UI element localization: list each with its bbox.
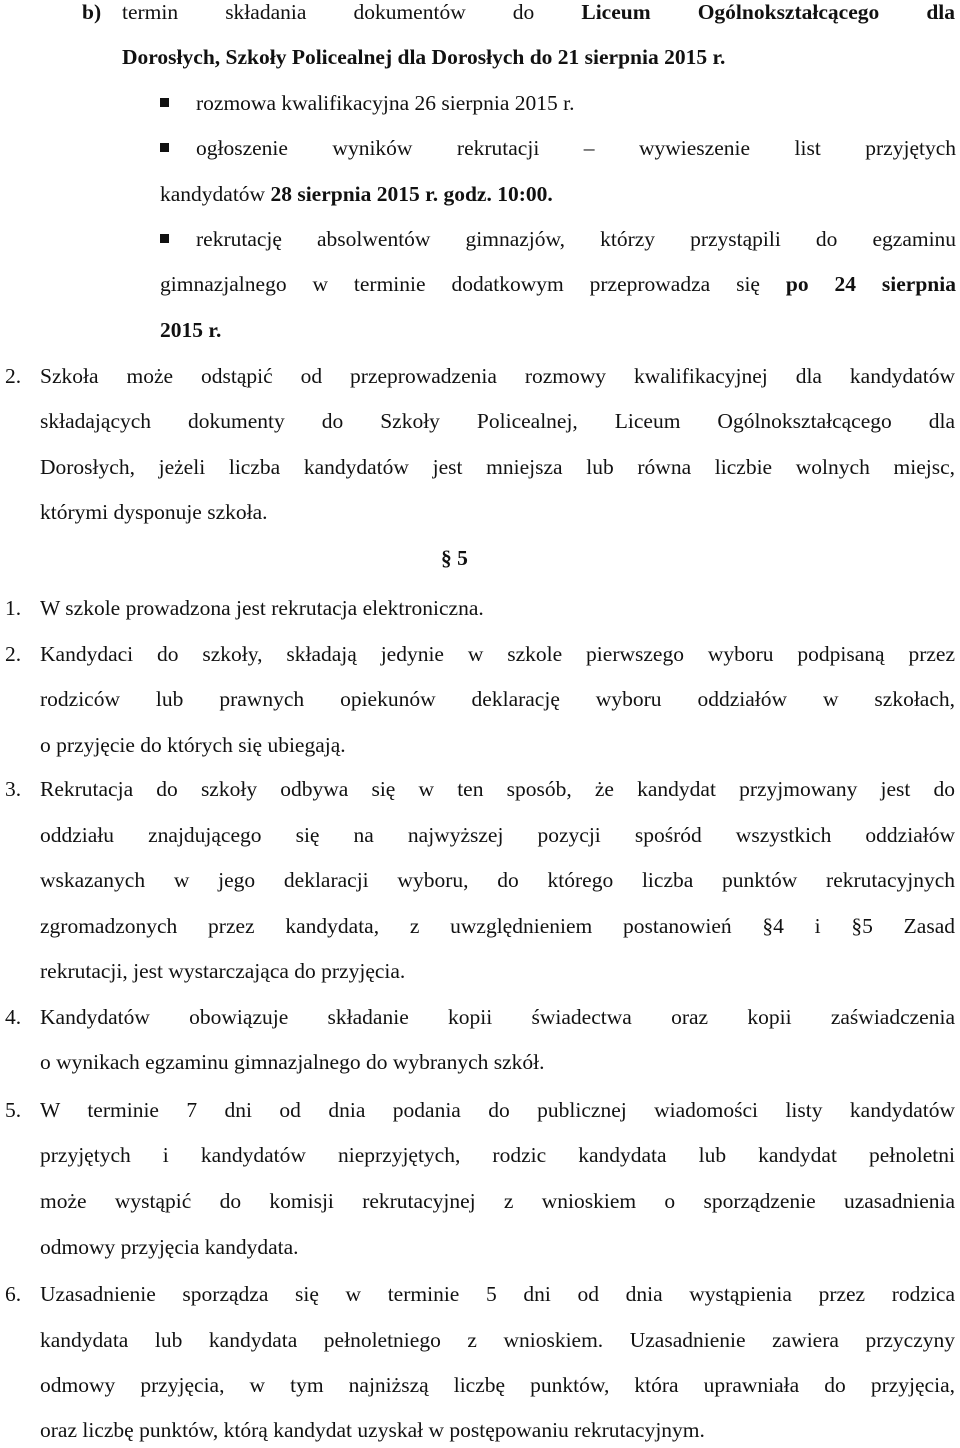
point-number: 5.	[5, 1098, 22, 1122]
point-number: 2.	[5, 364, 22, 388]
point-6-line: kandydata lub kandydata pełnoletniego z wnioskiem. Uzasadnienie zawiera przyczyny	[40, 1328, 955, 1352]
point-2-line: rodziców lub prawnych opiekunów deklarację wyboru oddziałów w szkołach,	[40, 687, 955, 711]
bullet-1-text: rozmowa kwalifikacyjna 26 sierpnia 2015 r.	[196, 91, 575, 115]
bullet-square-icon	[160, 136, 169, 161]
bullet-2-line-2	[160, 182, 956, 206]
point-4-line: Kandydatów obowiązuje składanie kopii świadectwa oraz kopii zaświadczenia	[40, 1005, 955, 1029]
point-3-line: zgromadzonych przez kandydata, z uwzględnieniem postanowień §4 i §5 Zasad	[40, 914, 955, 938]
point-3-line: rekrutacji, jest wystarczająca do przyjęcia.	[40, 959, 406, 983]
word: przyjętych	[865, 136, 957, 160]
point-6-line: oraz liczbę punktów, którą kandydat uzyskał w postępowaniu rekrutacyjnym.	[40, 1418, 705, 1442]
point-2a-line: którymi dysponuje szkoła.	[40, 500, 268, 524]
word: egzaminu	[872, 227, 957, 251]
item-marker: b)	[82, 0, 102, 24]
point-5-line: może wystąpić do komisji rekrutacyjnej z wnioskiem o sporządzenie uzasadnienia	[40, 1189, 955, 1213]
word: dokumentów	[353, 0, 466, 24]
word: do	[512, 0, 535, 24]
point-1-line: W szkole prowadzona jest rekrutacja elektroniczna.	[40, 596, 484, 620]
word: wywieszenie	[638, 136, 751, 160]
word: do	[815, 227, 838, 251]
word: absolwentów	[317, 227, 431, 251]
point-2a-line: Dorosłych, jeżeli liczba kandydatów jest mniejsza lub równa liczbie wolnych miejsc,	[40, 455, 955, 479]
item-b-line-2: Dorosłych, Szkoły Policealnej dla Dorosłych do 21 sierpnia 2015 r.	[122, 45, 726, 69]
word: –	[583, 136, 595, 160]
word: rekrutacji	[456, 136, 540, 160]
word: rekrutację	[196, 227, 282, 251]
point-2a-line: Szkoła może odstąpić od przeprowadzenia rozmowy kwalifikacyjnej dla kandydatów	[40, 364, 955, 388]
point-number: 3.	[5, 777, 22, 801]
point-3-line: wskazanych w jego deklaracji wyboru, do którego liczba punktów rekrutacyjnych	[40, 868, 955, 892]
word: wyników	[332, 136, 413, 160]
word: ogłoszenie	[196, 136, 288, 160]
point-5-line: odmowy przyjęcia kandydata.	[40, 1235, 299, 1259]
point-2-line: Kandydaci do szkoły, składają jedynie w szkole pierwszego wyboru podpisaną przez	[40, 642, 955, 666]
word: przystąpili	[690, 227, 781, 251]
word: składania	[225, 0, 307, 24]
section-heading: § 5	[441, 546, 468, 570]
point-2a-line: składających dokumenty do Szkoły Policealnej, Liceum Ogólnokształcącego dla	[40, 409, 955, 433]
point-2-line: o przyjęcie do których się ubiegają.	[40, 733, 346, 757]
text-bold: po 24 sierpnia	[785, 272, 956, 296]
word: Ogólnokształcącego	[697, 0, 880, 24]
point-6-line: odmowy przyjęcia, w tym najniższą liczbę punktów, która uprawniała do przyjęcia,	[40, 1373, 955, 1397]
bullet-3-line-2	[160, 272, 956, 296]
point-number: 2.	[5, 642, 22, 666]
point-number: 6.	[5, 1282, 22, 1306]
word: list	[794, 136, 821, 160]
text: kandydatów	[160, 182, 271, 206]
text-bold: 28 sierpnia 2015 r. godz. 10:00.	[270, 182, 553, 206]
word: którzy	[600, 227, 656, 251]
item-b-line-1	[122, 0, 955, 24]
word: gimnazjów,	[465, 227, 566, 251]
point-5-line: przyjętych i kandydatów nieprzyjętych, rodzic kandydata lub kandydat pełnoletni	[40, 1143, 955, 1167]
text: gimnazjalnego w terminie dodatkowym przeprowadza się	[160, 272, 786, 296]
bullet-3-line-1	[196, 227, 956, 251]
point-3-line: Rekrutacja do szkoły odbywa się w ten sposób, że kandydat przyjmowany jest do	[40, 777, 955, 801]
bullet-square-icon	[160, 91, 169, 116]
word: dla	[926, 0, 955, 24]
point-4-line: o wynikach egzaminu gimnazjalnego do wybranych szkół.	[40, 1050, 545, 1074]
point-5-line: W terminie 7 dni od dnia podania do publicznej wiadomości listy kandydatów	[40, 1098, 955, 1122]
point-3-line: oddziału znajdującego się na najwyższej pozycji spośród wszystkich oddziałów	[40, 823, 955, 847]
point-number: 1.	[5, 596, 22, 620]
bullet-3-line-3: 2015 r.	[160, 318, 222, 342]
word: termin	[122, 0, 179, 24]
point-number: 4.	[5, 1005, 22, 1029]
bullet-square-icon	[160, 227, 169, 252]
bullet-2-line-1	[196, 136, 956, 160]
point-6-line: Uzasadnienie sporządza się w terminie 5 dni od dnia wystąpienia przez rodzica	[40, 1282, 955, 1306]
word: Liceum	[581, 0, 651, 24]
